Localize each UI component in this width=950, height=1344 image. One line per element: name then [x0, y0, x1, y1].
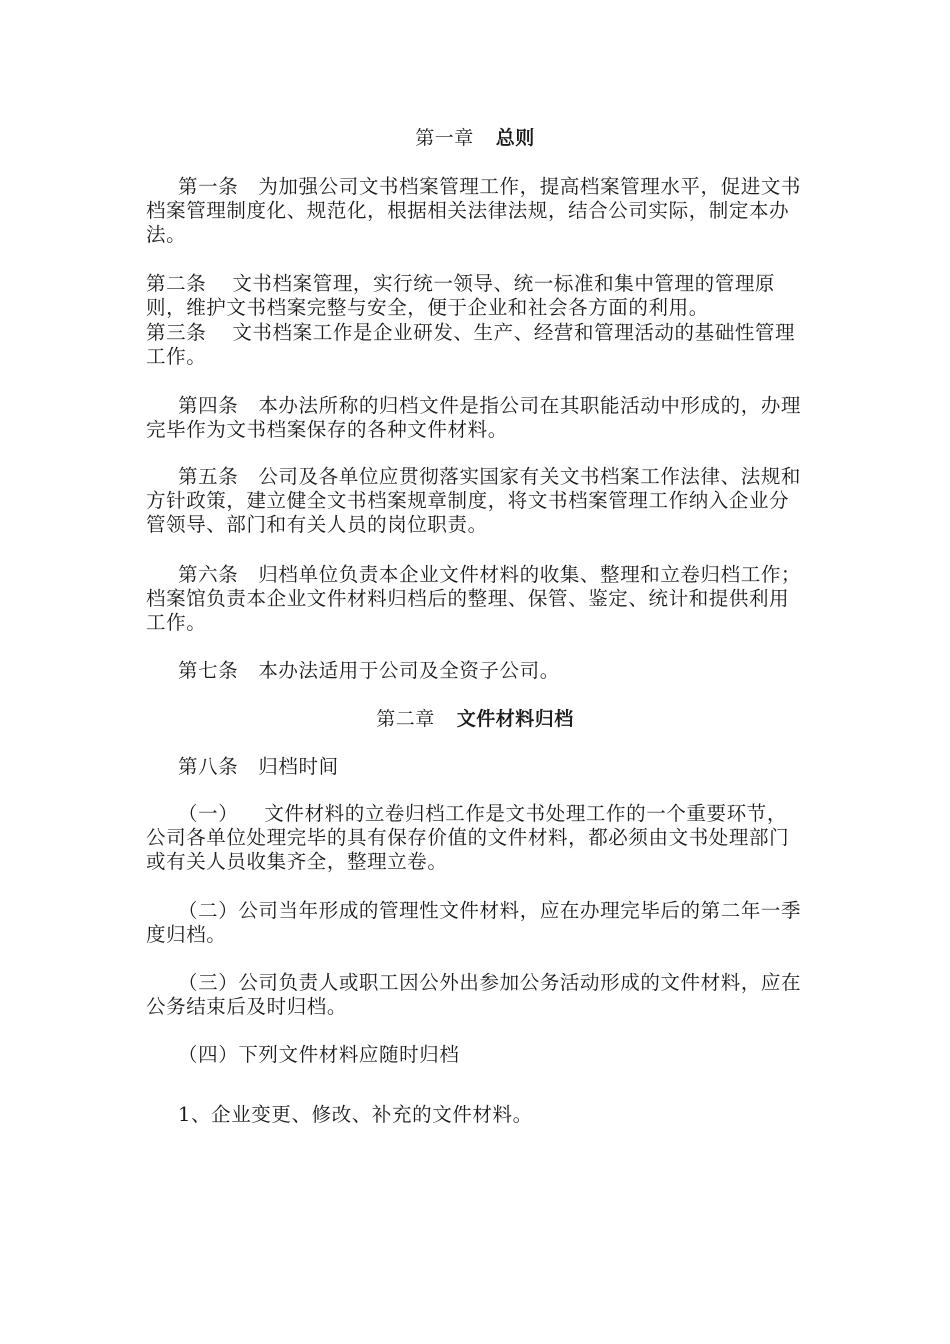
item-text: 文件材料的立卷归档工作是文书处理工作的一个重要环节，公司各单位处理完毕的具有保存价值的文件材料，都必须由文书处理部门或有关人员收集齐全，整理立卷。 [146, 802, 790, 873]
item-label: （三） [178, 971, 239, 994]
chapter-title: 总则 [495, 127, 535, 149]
article-text: 为加强公司文书档案管理工作，提高档案管理水平，促进文书档案管理制度化、规范化，根据相关法律法规，结合公司实际，制定本办法。 [146, 175, 802, 246]
item-1 [146, 802, 806, 874]
article-8 [146, 755, 806, 779]
article-text: 公司及各单位应贯彻落实国家有关文书档案工作法律、法规和方针政策，建立健全文书档案规章制度，将文书档案管理工作纳入企业分管领导、部门和有关人员的岗位职责。 [146, 465, 802, 536]
article-label: 第五条 [178, 465, 239, 488]
article-7 [146, 659, 806, 683]
article-6 [146, 563, 806, 635]
item-label: （二） [178, 899, 239, 922]
article-1 [146, 175, 806, 247]
item-text: 公司负责人或职工因公外出参加公务活动形成的文件材料，应在公务结束后及时归档。 [146, 971, 802, 1018]
chapter-heading-2 [0, 707, 950, 731]
article-label: 第四条 [178, 394, 239, 417]
article-text: 文书档案管理，实行统一领导、统一标准和集中管理的管理原则，维护文书档案完整与安全，便于企业和社会各方面的利用。 [146, 272, 776, 319]
item-text: 公司当年形成的管理性文件材料，应在办理完毕后的第二年一季度归档。 [146, 899, 802, 946]
article-2 [146, 272, 806, 320]
list-item-1 [146, 1103, 806, 1127]
item-label: （一） [178, 802, 239, 825]
chapter-heading-1 [0, 126, 950, 150]
list-item-text: 1、企业变更、修改、补充的文件材料。 [178, 1103, 533, 1126]
article-4 [146, 394, 806, 442]
item-3 [146, 971, 806, 1019]
item-text: 下列文件材料应随时归档 [238, 1043, 460, 1066]
item-4 [146, 1043, 806, 1067]
item-label: （四） [178, 1043, 239, 1066]
article-label: 第八条 [178, 755, 239, 778]
article-label: 第七条 [178, 659, 239, 682]
article-text: 归档时间 [258, 755, 339, 778]
article-3 [146, 321, 806, 369]
chapter-number: 第二章 [376, 708, 435, 730]
article-label: 第二条 [146, 272, 207, 295]
article-label: 第三条 [146, 321, 207, 344]
article-text: 本办法适用于公司及全资子公司。 [258, 659, 560, 682]
article-text: 本办法所称的归档文件是指公司在其职能活动中形成的，办理完毕作为文书档案保存的各种文件材料。 [146, 394, 802, 441]
article-5 [146, 465, 806, 537]
article-text: 文书档案工作是企业研发、生产、经营和管理活动的基础性管理工作。 [146, 321, 796, 368]
item-2 [146, 899, 806, 947]
chapter-number: 第一章 [415, 127, 474, 149]
article-label: 第一条 [178, 175, 239, 198]
article-text: 归档单位负责本企业文件材料的收集、整理和立卷归档工作；档案馆负责本企业文件材料归档后的整理、保管、鉴定、统计和提供利用工作。 [146, 563, 802, 634]
article-label: 第六条 [178, 563, 239, 586]
chapter-title: 文件材料归档 [456, 708, 574, 730]
